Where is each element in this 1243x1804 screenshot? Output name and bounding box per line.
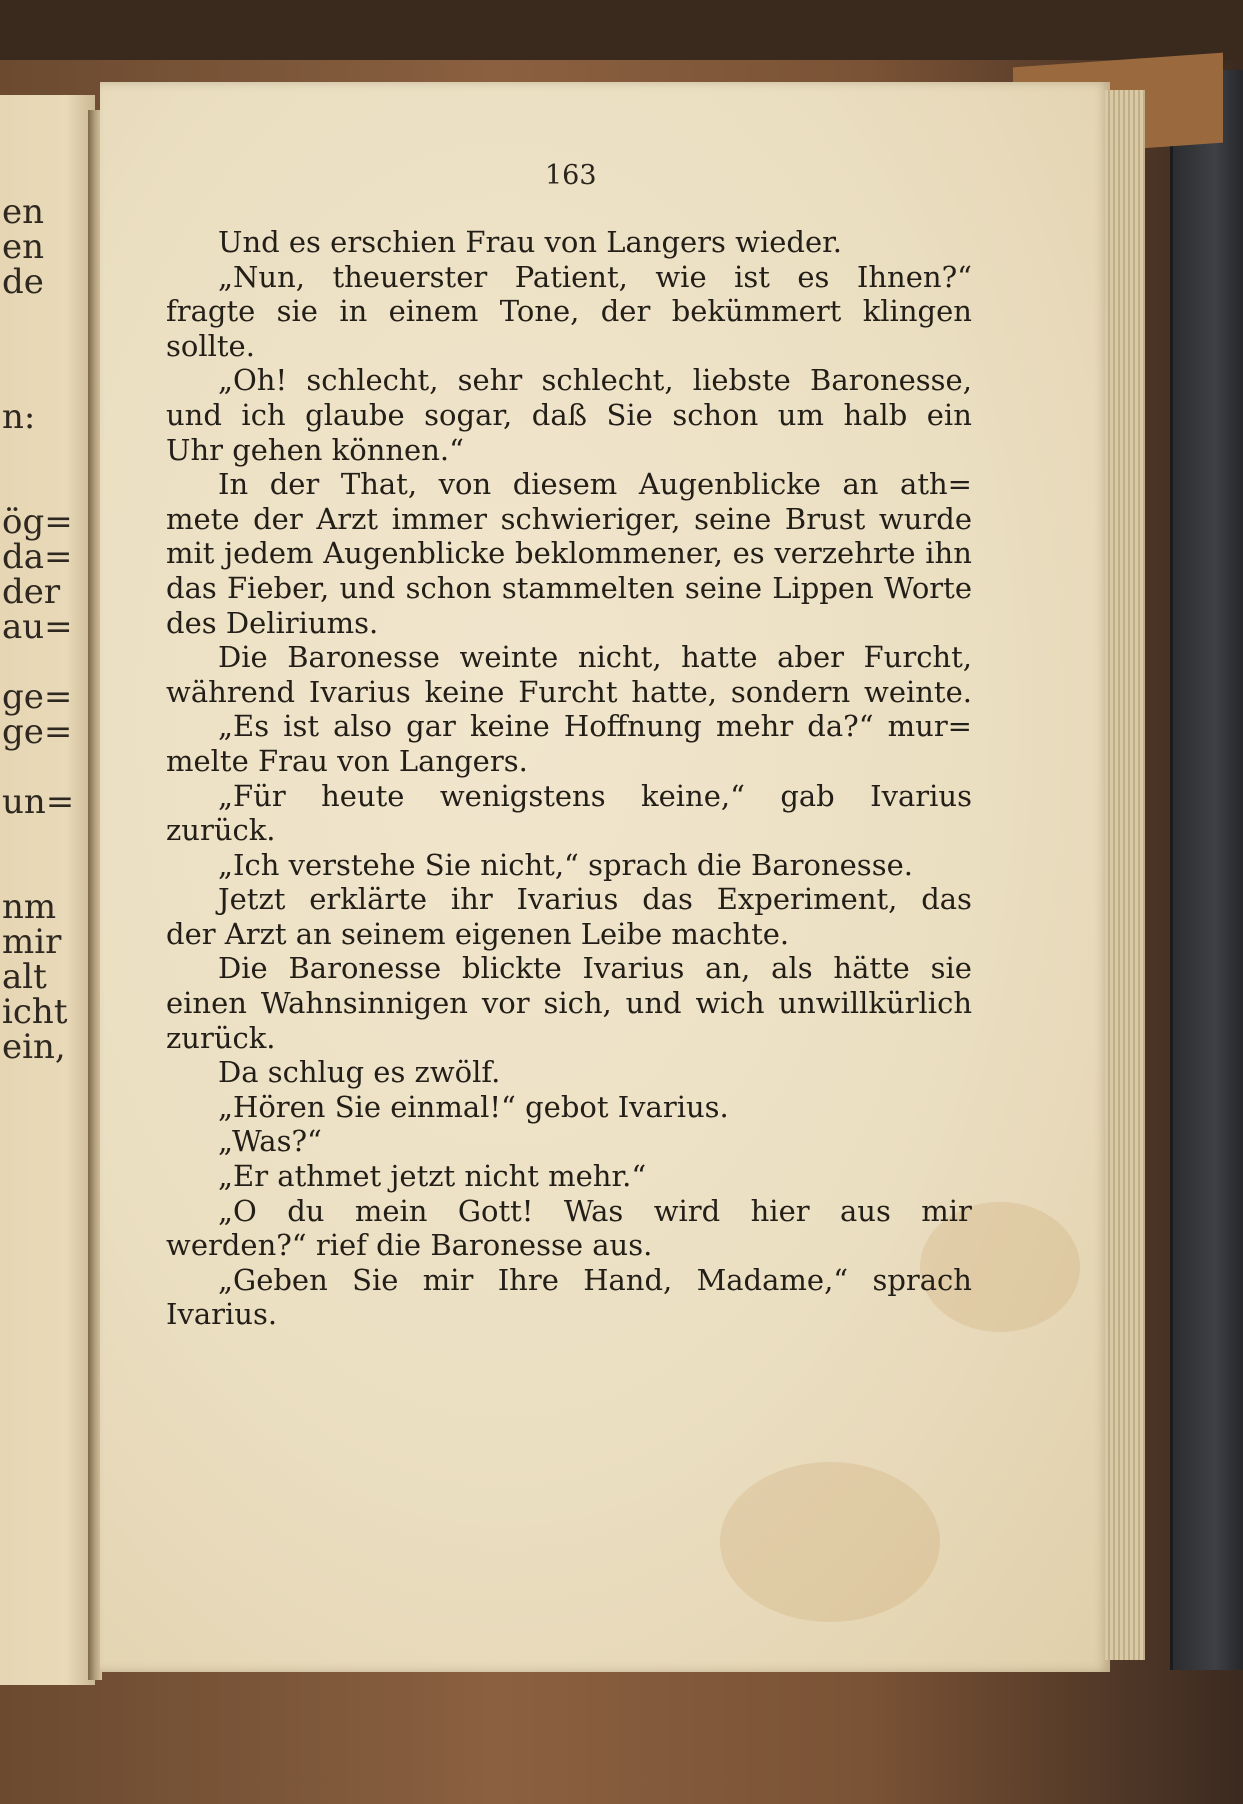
text-line: Die Baronesse blickte Ivarius an, als hätte sie — [218, 951, 972, 986]
text-line: mit jedem Augenblicke beklommener, es verzehrte ihn — [166, 536, 972, 571]
text-line: Ivarius. — [166, 1297, 278, 1332]
text-line: „Was?“ — [218, 1124, 322, 1159]
left-page-fragment: n: — [2, 397, 36, 437]
left-page-fragment: icht — [2, 992, 68, 1032]
text-line: Und es erschien Frau von Langers wieder. — [218, 225, 843, 259]
left-page-fragment: nm — [2, 887, 57, 927]
paper-stain — [720, 1462, 940, 1622]
text-line: einen Wahnsinnigen vor sich, und wich unwillkürlich — [166, 986, 972, 1021]
page-number: 163 — [545, 160, 597, 191]
left-page-fragment: der — [2, 572, 61, 612]
text-line: während Ivarius keine Furcht hatte, sondern weinte. — [166, 674, 972, 709]
text-line: Die Baronesse weinte nicht, hatte aber Furcht, — [218, 640, 972, 675]
left-page — [0, 95, 95, 1685]
text-line: „Er athmet jetzt nicht mehr.“ — [218, 1159, 647, 1194]
text-line: und ich glaube sogar, daß Sie schon um halb ein — [166, 397, 972, 432]
left-page-fragment: de — [2, 262, 44, 302]
left-page-fragment: en — [2, 192, 45, 232]
left-page-fragment: un= — [2, 782, 75, 822]
text-line: „O du mein Gott! Was wird hier aus mir — [218, 1193, 972, 1228]
text-line: „Ich verstehe Sie nicht,“ sprach die Baronesse. — [218, 847, 913, 882]
left-page-fragment: ge= — [2, 712, 73, 752]
body-text — [166, 225, 972, 1332]
left-page-fragment: au= — [2, 607, 73, 647]
left-page-fragment: ög= — [2, 502, 73, 542]
left-page-fragment: da= — [2, 537, 73, 577]
text-line: In der That, von diesem Augenblicke an ath= — [218, 467, 972, 502]
cover-edge — [1170, 70, 1243, 1670]
text-line: Jetzt erklärte ihr Ivarius das Experiment, das — [218, 882, 972, 917]
text-line: „Geben Sie mir Ihre Hand, Madame,“ sprach — [218, 1262, 972, 1297]
text-line: des Deliriums. — [166, 605, 379, 640]
text-line: Uhr gehen können.“ — [166, 432, 464, 467]
page-edges — [1105, 90, 1145, 1660]
text-line: mete der Arzt immer schwieriger, seine Brust wurde — [166, 501, 972, 536]
text-line: melte Frau von Langers. — [166, 743, 528, 778]
text-line: werden?“ rief die Baronesse aus. — [166, 1228, 653, 1263]
text-line: „Es ist also gar keine Hoffnung mehr da?“ mur= — [218, 709, 972, 744]
text-line: zurück. — [166, 1020, 276, 1055]
text-line: fragte sie in einem Tone, der bekümmert klingen — [166, 294, 972, 329]
left-page-fragment: mir — [2, 922, 62, 962]
left-page-fragment: alt — [2, 957, 47, 997]
text-line: sollte. — [166, 328, 255, 363]
left-page-fragment: en — [2, 227, 45, 267]
text-line: „Für heute wenigstens keine,“ gab Ivarius — [218, 778, 972, 813]
text-line: der Arzt an seinem eigenen Leibe machte. — [166, 916, 790, 951]
text-line: „Nun, theuerster Patient, wie ist es Ihnen?“ — [218, 259, 972, 294]
text-line: „Oh! schlecht, sehr schlecht, liebste Baronesse, — [218, 363, 972, 398]
text-line: das Fieber, und schon stammelten seine Lippen Worte — [166, 570, 972, 605]
left-page-fragment: ein, — [2, 1027, 66, 1067]
left-page-fragment: ge= — [2, 677, 73, 717]
text-line: Da schlug es zwölf. — [218, 1055, 501, 1090]
text-line: „Hören Sie einmal!“ gebot Ivarius. — [218, 1089, 729, 1124]
text-line: zurück. — [166, 813, 276, 848]
